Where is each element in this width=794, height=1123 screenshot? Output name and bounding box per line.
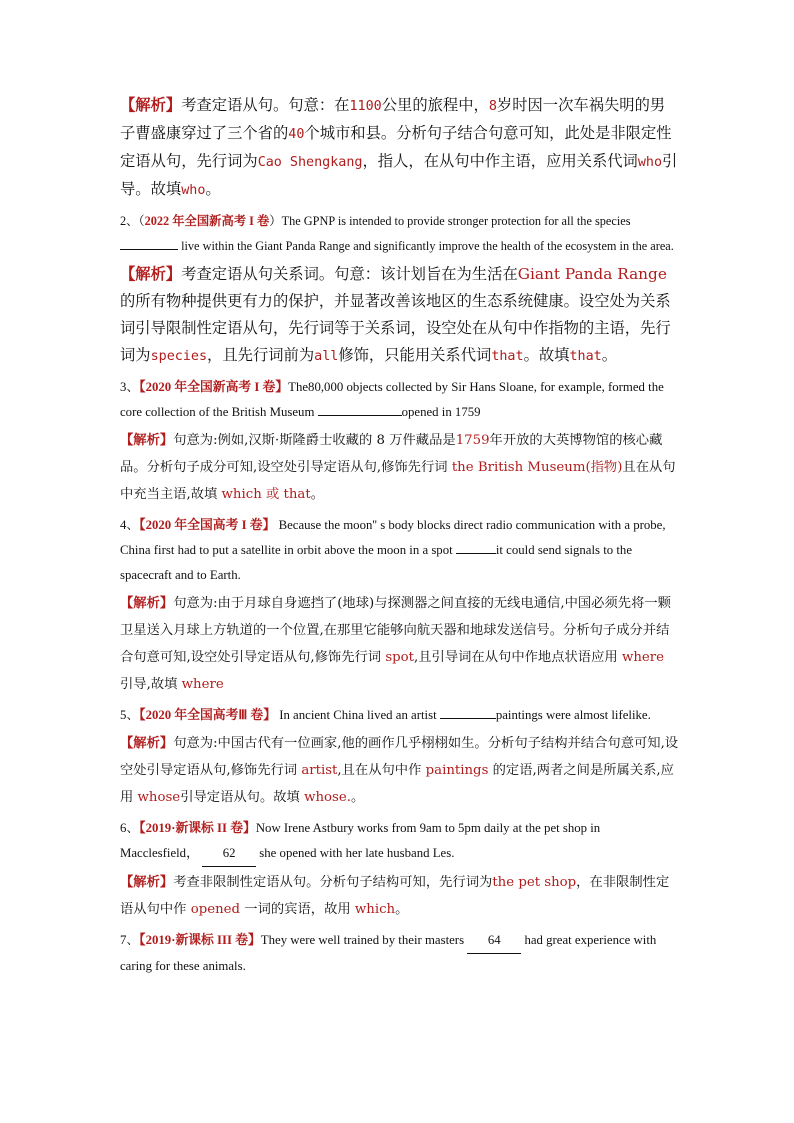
question-4: 4、【2020 年全国高考 I 卷】 Because the moon'' s body blocks direct radio communication with a probe, China first had to put a satellite in orbit above the moon in a spot it could send signals to the spacecraft and to Earth. <box>120 518 666 582</box>
analysis-tag: 【解析】 <box>120 596 174 611</box>
question-source: 【2020 年全国高考 I 卷】 <box>139 518 276 532</box>
analysis-tag: 【解析】 <box>120 875 174 890</box>
analysis-1: 【解析】考查定语从句。句意：在1100公里的旅程中，8岁时因一次车祸失明的男子曹盛康穿过了三个省的40个城市和县。分析句子结合句意可知，此处是非限定性定语从句，先行词为Cao Shengkang，指人，在从句中作主语，应用关系代词who引导。故填who。 <box>120 96 678 198</box>
question-2: 2、（2022 年全国新高考 I 卷）The GPNP is intended to provide stronger protection for all the species live within the Giant Panda Range and significantly improve the health of the ecosystem in the area. <box>120 214 674 253</box>
question-source: 2022 年全国新高考 I 卷 <box>144 214 270 228</box>
analysis-4: 【解析】句意为:由于月球自身遮挡了(地球)与探测器之间直接的无线电通信,中国必须先将一颗卫星送入月球上方轨道的一个位置,在那里它能够向航天器和地球发送信号。分析句子成分并结合句意可知,设空处引导定语从句,修饰先行词 spot,且引导词在从句中作地点状语应用 where 引导,故填 where <box>120 596 671 692</box>
analysis-6: 【解析】考查非限制性定语从句。分析句子结构可知，先行词为the pet shop，在非限制性定语从句中作 opened 一词的宾语，故用 which。 <box>120 875 670 917</box>
analysis-3: 【解析】句意为:例如,汉斯·斯隆爵士收藏的 8 万件藏品是1759年开放的大英博物馆的核心藏品。分析句子成分可知,设空处引导定语从句,修饰先行词 the British Museum(指物)且在从句中充当主语,故填 which 或 that。 <box>120 433 676 502</box>
question-source: 【2019·新课标 III 卷】 <box>139 933 261 947</box>
analysis-tag: 【解析】 <box>120 96 182 114</box>
question-source: 【2020 年全国高考Ⅲ 卷】 <box>139 708 276 722</box>
document-page <box>120 92 680 981</box>
analysis-5: 【解析】句意为:中国古代有一位画家,他的画作几乎栩栩如生。分析句子结构并结合句意可知,设空处引导定语从句,修饰先行词 artist,且在从句中作 paintings 的定语,两者之间是所属关系,应用 whose引导定语从句。故填 whose.。 <box>120 736 679 805</box>
question-source: 【2019·新课标 II 卷】 <box>139 821 256 835</box>
answer-blank: 64 <box>467 928 521 954</box>
analysis-tag: 【解析】 <box>120 265 182 283</box>
question-3: 3、【2020 年全国新高考 I 卷】The80,000 objects collected by Sir Hans Sloane, for example, formed the core collection of the British Museum opened in 1759 <box>120 380 664 419</box>
analysis-2: 【解析】考查定语从句关系词。句意：该计划旨在为生活在Giant Panda Range的所有物种提供更有力的保护，并显著改善该地区的生态系统健康。设空处为关系词引导限制性定语从句，先行词等于关系词，设空处在从句中作指物的主语，先行词为species，且先行词前为all修饰，只能用关系代词that。故填that。 <box>120 265 671 364</box>
question-6: 6、【2019·新课标 II 卷】Now Irene Astbury works from 9am to 5pm daily at the pet shop in Macclesfield， 62 she opened with her late husband Les. <box>120 816 680 867</box>
answer-blank <box>456 541 496 554</box>
answer-blank <box>440 706 496 719</box>
question-7: 7、【2019·新课标 III 卷】They were well trained by their masters 64 had great experience with caring for these animals. <box>120 928 680 979</box>
question-5: 5、【2020 年全国高考Ⅲ 卷】 In ancient China lived an artist paintings were almost lifelike. <box>120 708 651 722</box>
question-source: 【2020 年全国新高考 I 卷】 <box>139 380 289 394</box>
answer-blank <box>318 403 402 416</box>
answer-blank <box>120 237 178 250</box>
analysis-tag: 【解析】 <box>120 736 174 751</box>
analysis-tag: 【解析】 <box>120 433 174 448</box>
answer-blank: 62 <box>202 841 256 867</box>
